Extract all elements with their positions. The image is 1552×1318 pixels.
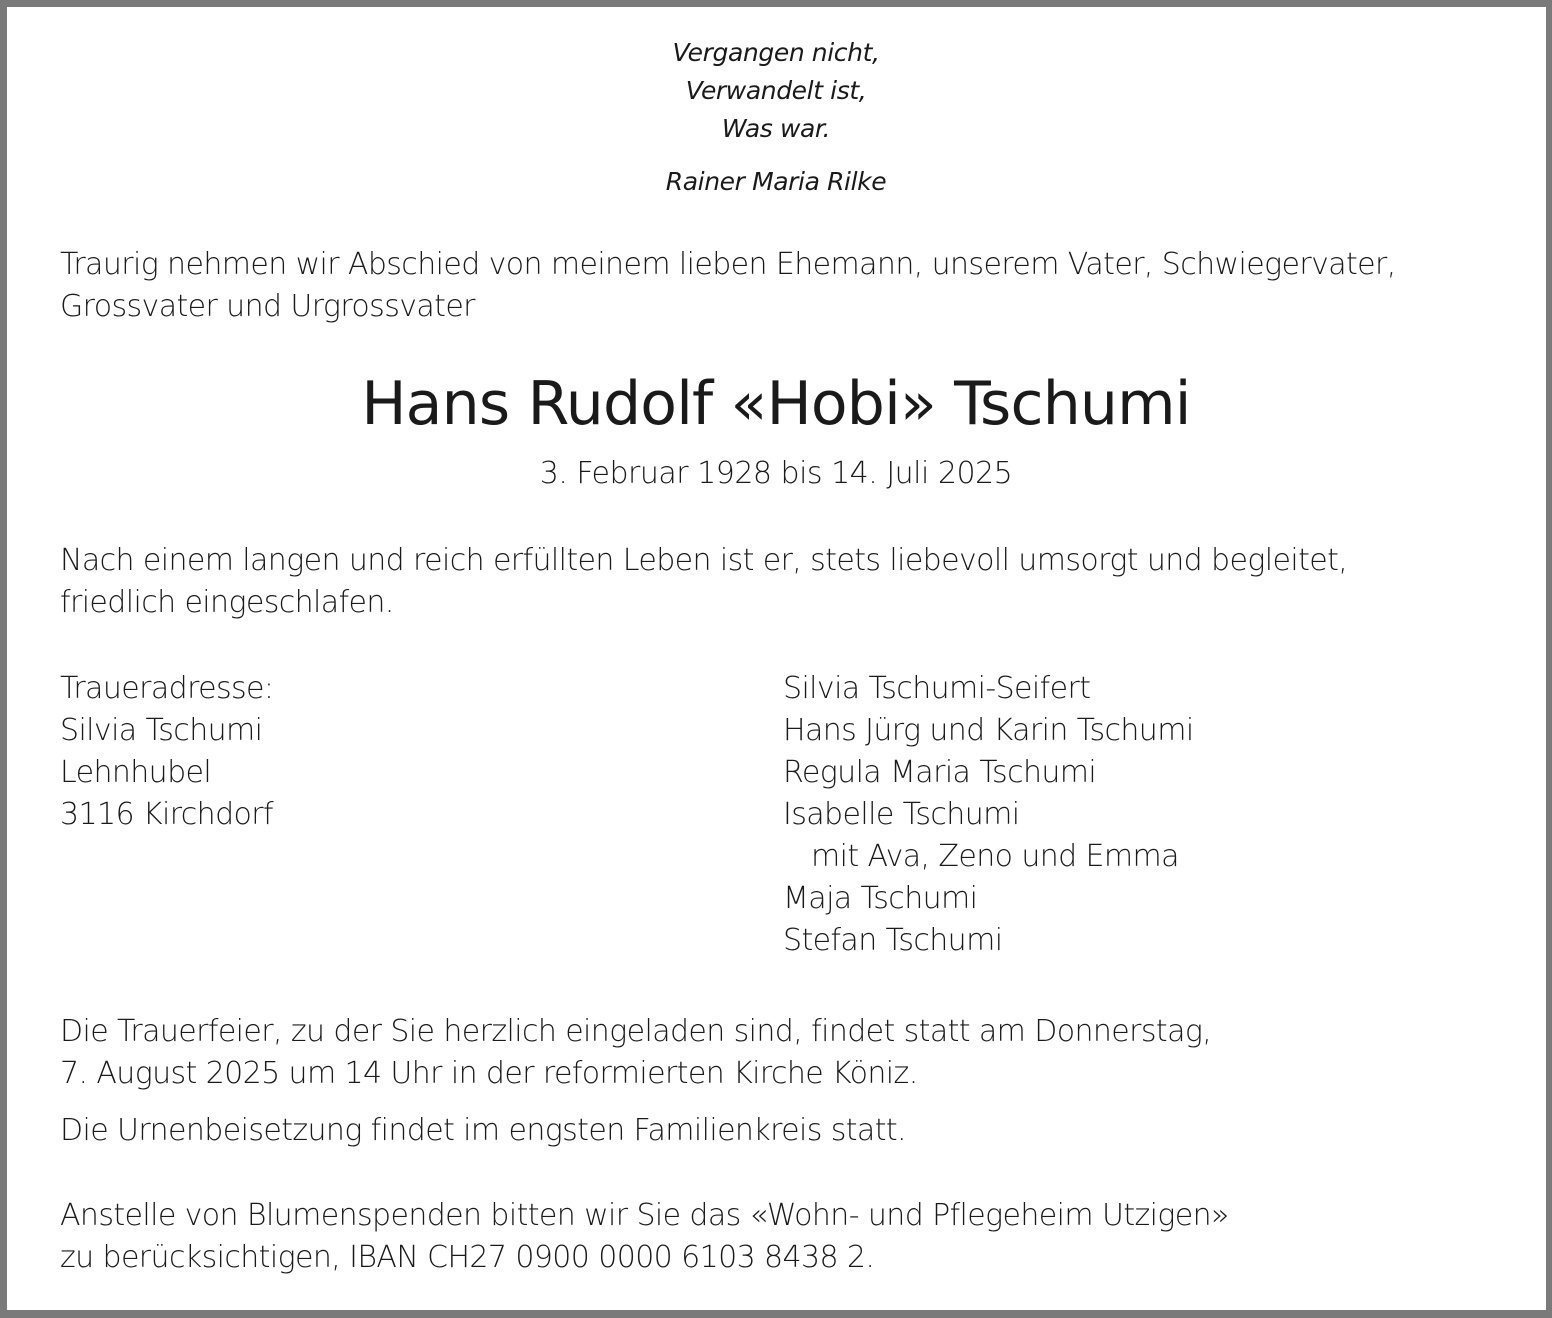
donation-line: zu berücksichtigen, IBAN CH27 0900 0000 6103 8438 2. [60, 1240, 875, 1275]
intro-line: Grossvater und Urgrossvater [60, 289, 475, 324]
mourner-name: Silvia Tschumi-Seifert [783, 671, 1091, 706]
address-city: 3116 Kirchdorf [60, 797, 273, 832]
address-name: Silvia Tschumi [60, 713, 263, 748]
mourner-name: Hans Jürg und Karin Tschumi [783, 713, 1194, 748]
burial-text: Die Urnenbeisetzung findet im engsten Familienkreis statt. [60, 1113, 906, 1148]
message-line: friedlich eingeschlafen. [60, 585, 394, 620]
ceremony-line: Die Trauerfeier, zu der Sie herzlich eingeladen sind, findet statt am Donnerstag, [60, 1014, 1212, 1049]
donation-text [60, 1195, 1229, 1279]
mourners-list [783, 668, 1194, 962]
poem-line: Verwandelt ist, [685, 76, 867, 105]
message-text [60, 540, 1347, 624]
deceased-name: Hans Rudolf «Hobi» Tschumi [361, 369, 1191, 439]
poem-author: Rainer Maria Rilke [665, 167, 887, 196]
mourner-name: Regula Maria Tschumi [783, 755, 1097, 790]
life-dates: 3. Februar 1928 bis 14. Juli 2025 [539, 456, 1013, 491]
message-line: Nach einem langen und reich erfüllten Leben ist er, stets liebevoll umsorgt und begleitet, [60, 543, 1348, 578]
poem [0, 34, 1552, 148]
mourner-name: Isabelle Tschumi [783, 797, 1020, 832]
ceremony-line: 7. August 2025 um 14 Uhr in der reformierten Kirche Köniz. [60, 1056, 918, 1091]
ceremony-text [60, 1011, 1211, 1095]
mourner-children: mit Ava, Zeno und Emma [811, 839, 1179, 874]
intro-text [60, 244, 1396, 328]
address-street: Lehnhubel [60, 755, 212, 790]
mourner-name: Stefan Tschumi [783, 923, 1003, 958]
donation-line: Anstelle von Blumenspenden bitten wir Sie das «Wohn- und Pflegeheim Utzigen» [60, 1198, 1229, 1233]
poem-line: Vergangen nicht, [672, 38, 880, 67]
poem-line: Was war. [721, 114, 831, 143]
intro-line: Traurig nehmen wir Abschied von meinem lieben Ehemann, unserem Vater, Schwiegervater, [60, 247, 1396, 282]
mourner-name: Maja Tschumi [783, 881, 978, 916]
mourning-address [60, 668, 273, 836]
address-label: Traueradresse: [60, 671, 274, 706]
